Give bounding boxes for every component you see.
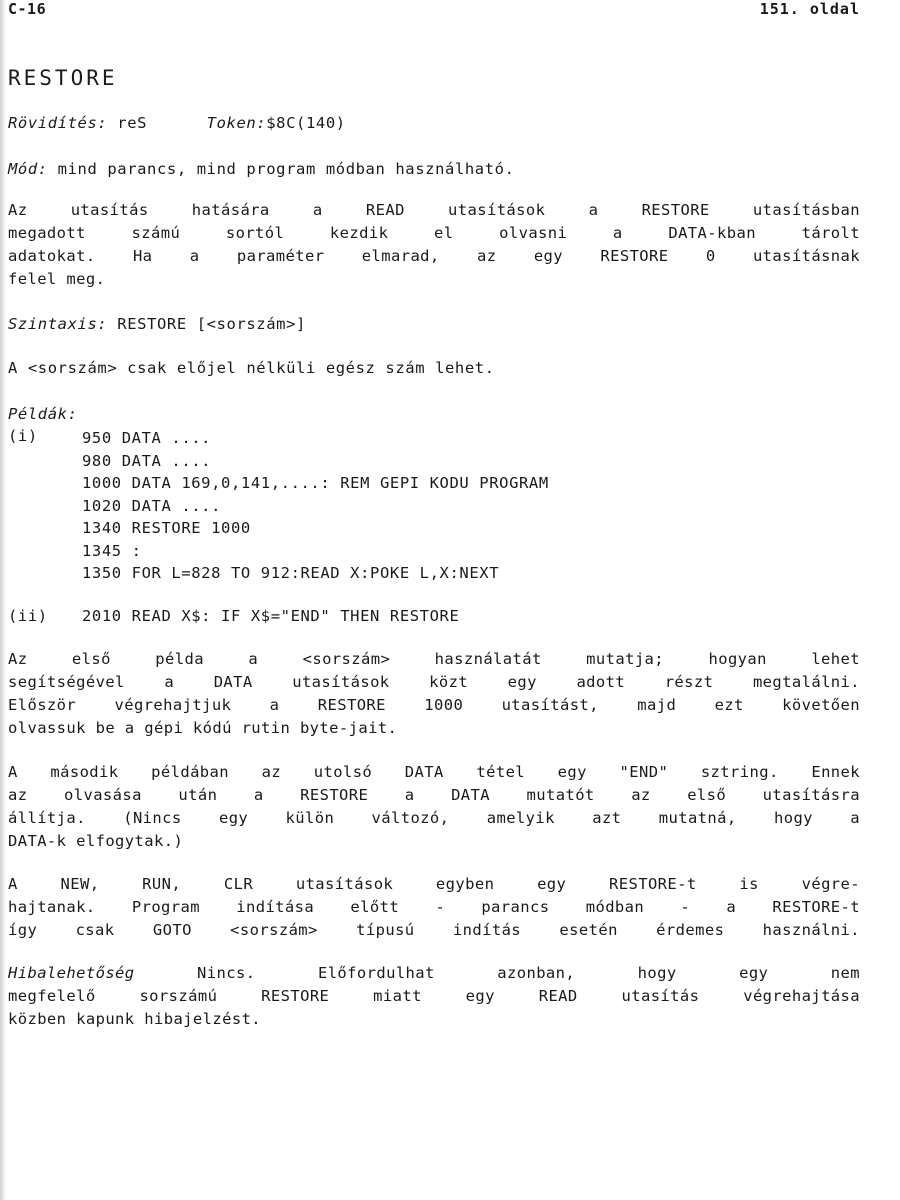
paragraph-line: közben kapunk hibajelzést. — [8, 1010, 262, 1028]
token-label: Token: — [206, 114, 267, 132]
syntax-line — [8, 315, 306, 333]
examples-label: Példák: — [8, 405, 78, 423]
example-1-label: (i) — [8, 427, 38, 445]
paragraph-example-1-explanation — [8, 650, 860, 742]
errors-text: Nincs. Előfordulhat azonban, hogy egy nem — [197, 964, 860, 982]
example-1-code — [82, 427, 549, 585]
paragraph-line: olvassuk be a gépi kódú rutin byte-jait. — [8, 719, 398, 737]
code-line: 1340 RESTORE 1000 — [82, 519, 251, 537]
code-line: 950 DATA .... — [82, 429, 212, 447]
syntax-text: RESTORE [<sorszám>] — [117, 315, 306, 333]
paragraph-line: megfelelő sorszámú RESTORE miatt egy READ utasítás végrehajtása — [8, 987, 860, 1005]
paragraph-line — [8, 964, 860, 987]
paragraph-line: állítja. (Nincs egy külön változó, amelyik azt mutatná, hogy a — [8, 809, 860, 827]
mode-label: Mód: — [8, 160, 48, 178]
code-line: 1020 DATA .... — [82, 496, 222, 515]
parameter-note: A <sorszám> csak előjel nélküli egész szám lehet. — [8, 359, 495, 377]
syntax-label: Szintaxis: — [8, 315, 108, 333]
example-2-code: 2010 READ X$: IF X$="END" THEN RESTORE — [82, 607, 460, 625]
mode-line — [8, 160, 515, 178]
paragraph-line: A második példában az utolsó DATA tétel egy "END" sztring. Ennek — [8, 763, 860, 781]
paragraph-line: adatokat. Ha a paraméter elmarad, az egy RESTORE 0 utasításnak — [8, 247, 860, 265]
paragraph-line: megadott számú sortól kezdik el olvasni a DATA-kban tárolt — [8, 224, 860, 242]
paragraph-errors — [8, 964, 860, 1033]
page-section-code: C-16 — [8, 0, 47, 18]
paragraph-implicit-restore — [8, 875, 860, 944]
abbreviation-line — [8, 114, 346, 132]
token-value: $8C(140) — [266, 114, 346, 132]
paragraph-line: DATA-k elfogytak.) — [8, 832, 184, 850]
code-line: 1345 : — [82, 541, 142, 560]
paragraph-example-2-explanation — [8, 763, 860, 855]
paragraph-line: az olvasása után a RESTORE a DATA mutatót az első utasításra — [8, 786, 860, 804]
paragraph-line: Az utasítás hatására a READ utasítások a RESTORE utasításban — [8, 201, 860, 219]
code-line: 1000 DATA 169,0,141,....: REM GEPI KODU PROGRAM — [82, 474, 549, 492]
page-number: 151. oldal — [759, 0, 860, 18]
errors-label: Hibalehetőség — [8, 964, 135, 982]
paragraph-line: A NEW, RUN, CLR utasítások egyben egy RESTORE-t is végre- — [8, 875, 860, 893]
page-title: RESTORE — [8, 66, 118, 90]
paragraph-line: hajtanak. Program indítása előtt - parancs módban - a RESTORE-t — [8, 898, 860, 916]
paragraph-description — [8, 201, 860, 293]
abbreviation-value: reS — [117, 114, 148, 132]
paragraph-line: segítségével a DATA utasítások közt egy adott részt megtalálni. — [8, 673, 860, 691]
example-2-label: (ii) — [8, 607, 48, 625]
paragraph-line: így csak GOTO <sorszám> típusú indítás esetén érdemes használni. — [8, 921, 860, 939]
paragraph-line: Először végrehajtjuk a RESTORE 1000 utasítást, majd ezt követően — [8, 696, 860, 714]
paragraph-line: felel meg. — [8, 270, 106, 288]
abbreviation-label: Rövidítés: — [8, 114, 108, 132]
paragraph-line: Az első példa a <sorszám> használatát mutatja; hogyan lehet — [8, 650, 860, 668]
code-line: 980 DATA .... — [82, 451, 212, 470]
code-line: 1350 FOR L=828 TO 912:READ X:POKE L,X:NEXT — [82, 564, 500, 582]
mode-text: mind parancs, mind program módban használható. — [57, 160, 515, 178]
